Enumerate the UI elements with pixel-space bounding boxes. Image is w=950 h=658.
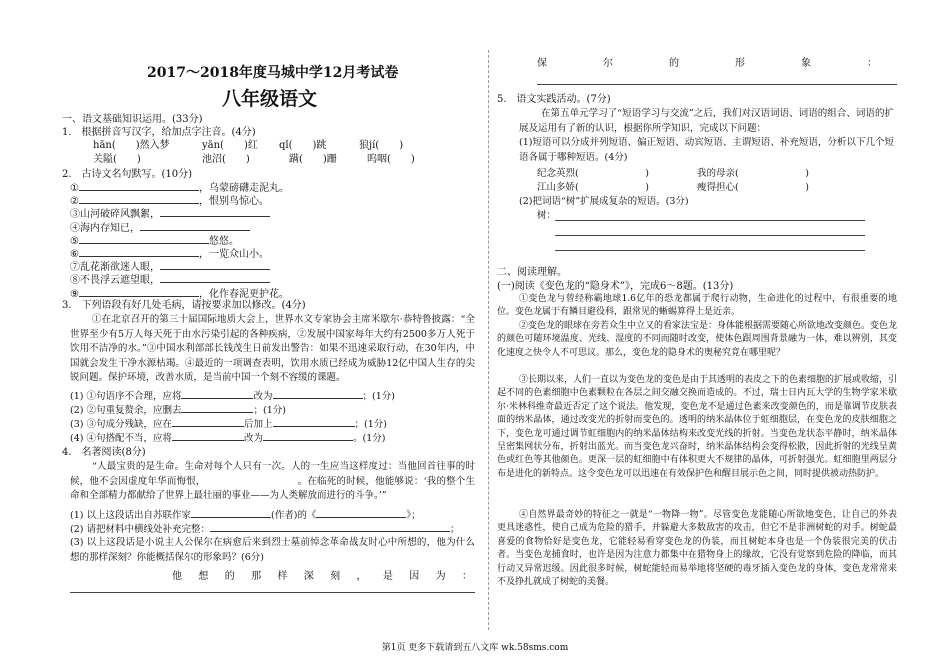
q1-item: 关隘( ) xyxy=(93,154,141,165)
q3-fix-points: ；(1分) xyxy=(362,391,395,402)
spread-char: 想 xyxy=(198,571,209,582)
phrase-item: 我的母亲( ) xyxy=(697,168,809,179)
poem-line-number: ① xyxy=(70,183,79,194)
poem-line-number: ③ xyxy=(70,209,80,221)
poem-line-given: ，一览众山小。 xyxy=(198,249,269,260)
poem-line xyxy=(70,247,269,261)
poem-line-number: ⑦ xyxy=(70,262,80,274)
q2-heading: 2. 古诗文名句默写。(10分) xyxy=(62,169,193,180)
q4-sub2 xyxy=(70,522,460,536)
poem-line-given: ，恨别鸟惊心。 xyxy=(198,196,269,208)
q3-fix xyxy=(70,403,286,417)
spread-char: 是 xyxy=(382,571,393,582)
q1-item: 狼jí( ) xyxy=(359,140,404,151)
q4-sub2-end: ； xyxy=(449,524,460,535)
subject-title: 八年级语文 xyxy=(222,88,318,110)
answer-line xyxy=(70,592,475,593)
q3-fix-mid: 改为 xyxy=(243,433,263,444)
q4-sub1-mid: (作者)的《 xyxy=(270,510,317,521)
q4-heading: 4. 名著阅读(8分) xyxy=(62,447,146,458)
tree-label: 树： xyxy=(537,210,557,221)
q3-fix-text: (3) ③句成分残缺，应在 xyxy=(70,419,172,430)
spread-char: 象 xyxy=(801,58,811,69)
q4-sub1-text: (1) 以上这段话出自苏联作家 xyxy=(70,510,191,521)
q3-fix-points: ；(1分) xyxy=(253,405,286,416)
spread-char: 的 xyxy=(224,571,235,582)
answer-line xyxy=(537,84,897,85)
poem-line xyxy=(70,260,270,274)
reading-paragraph: ③长期以来，人们一直以为变色龙的变色是由于其透明的表皮之下的色素细胞的扩展或收缩，引起不同的色素细胞中色素颗粒在各层之间交融交换而造成的。不过，瑞士日内瓦大学的生物学家米歇尔·米林科维奇最近否定了这个说法。他发现，变色龙不是通过色素来改变颜色的，而是靠调节皮肤表面的纳米晶体，通过改变光的折射而变色的。透明的纳米晶体位于虹细胞层，在变色龙的皮肤细胞之下，变色龙可通过调节虹细胞内的纳米晶体结构来改变光线的折射。当变色龙状态平静时，纳米晶体呈密集网状分布，折射出蓝光。而当变色龙兴奋时，纳米晶体结构会变得松散，因此折射的光线呈黄色或红色等其他颜色。更深一层的虹细胞中有体积更大不规律的晶体，可折射强光。虹细胞里两层分布是进化的新特点。这令变色龙可以迅速在有效保护色和醒目展示色之间，同时提供被动热防护。 xyxy=(497,375,898,479)
poem-line-number: ⑧ xyxy=(70,275,80,287)
q3-fix-mid: 改为 xyxy=(253,391,273,402)
fill-blank[interactable] xyxy=(160,207,270,217)
q5-sub1: (1)短语可以分成并列短语、偏正短语、动宾短语、主谓短语、补充短语，分析以下几个短语各属于哪种短语。(4分) xyxy=(519,137,894,163)
fill-blank[interactable] xyxy=(140,221,250,231)
spread-char: ： xyxy=(867,58,877,69)
spread-char: 为 xyxy=(435,571,446,582)
poem-line-number: ⑨ xyxy=(70,288,79,300)
fill-blank[interactable] xyxy=(79,194,199,204)
q3-fix-mid: 后加上 xyxy=(243,419,273,430)
spread-char: 因 xyxy=(409,571,420,582)
q1-item: 呜咽( ) xyxy=(367,154,415,165)
spread-char: 样 xyxy=(277,571,288,582)
poem-line-given: ，化作春泥更护花。 xyxy=(198,288,289,300)
poem-line xyxy=(70,273,270,287)
answer-line xyxy=(555,235,865,236)
spread-char: 他 xyxy=(172,571,182,582)
q1-item: yān( )红 xyxy=(202,140,258,151)
q4-sub3: (3) 以上这段话是小说主人公保尔在病愈后来到烈士墓前悼念革命战友时心中所想的，他为什么想的那样深刻？你能概括保尔的形象吗？(6分) xyxy=(70,537,475,563)
phrase-item: 纪念英烈( ) xyxy=(537,168,649,179)
q4-answer-continued xyxy=(537,54,877,69)
q4-sub1 xyxy=(70,508,421,522)
q1-heading: 1. 根据拼音写汉字，给加点字注音。(4分) xyxy=(62,127,256,138)
spread-char: 刻 xyxy=(330,571,341,582)
phrase-item: 瘦得担心( ) xyxy=(697,182,809,193)
spread-char: ， xyxy=(356,571,367,582)
q3-fix-points: 。(1分) xyxy=(353,433,386,444)
q5-intro: 在第五单元学习了“短语学习与交流”之后，我们对汉语词语、词语的组合、词语的扩展及运用有了新的认识，根据你所学知识，完成以下问题： xyxy=(519,108,894,134)
q3-fix xyxy=(70,431,385,445)
phrase-item: 江山多娇( ) xyxy=(537,182,649,193)
q4-sub1-end: 》； xyxy=(406,510,421,521)
exam-title: 2017～2018年度马城中学12月考试卷 xyxy=(147,65,399,81)
poem-line-given: 乱花渐欲迷人眼， xyxy=(80,262,160,274)
poem-line-given: 悠悠。 xyxy=(208,235,239,247)
q1-item: 池沼( ) xyxy=(202,154,250,165)
poem-line xyxy=(70,181,289,195)
q3-fix-text: (4) ④句搭配不当，应将 xyxy=(70,433,172,444)
q3-fix xyxy=(70,417,387,431)
poem-line xyxy=(70,234,239,248)
q3-heading: 3. 下列语段有好几处毛病，请按要求加以修改。(4分) xyxy=(62,300,306,311)
q5-sub2: (2)把词语“树”扩展成复杂的短语。(3分) xyxy=(519,196,689,207)
reading-heading: (一)阅读《变色龙的“隐身术”》，完成6～8题。(13分) xyxy=(497,281,734,292)
fill-blank[interactable] xyxy=(79,181,199,191)
fill-blank[interactable] xyxy=(160,273,270,283)
poem-line-given: 不畏浮云遮望眼， xyxy=(80,275,160,287)
answer-line xyxy=(555,220,865,221)
poem-line xyxy=(70,207,270,221)
q3-fix-points: ；(1分) xyxy=(354,419,387,430)
answer-line xyxy=(555,250,865,251)
fill-blank[interactable] xyxy=(160,260,270,270)
poem-line-number: ④ xyxy=(70,222,80,234)
spread-char: 保 xyxy=(537,58,547,69)
spread-char: ： xyxy=(461,571,472,582)
poem-line-number: ② xyxy=(70,196,79,208)
poem-line-given: ，乌蒙磅礴走泥丸。 xyxy=(198,183,289,194)
q3-fix xyxy=(70,389,395,403)
section-1-heading: 一、语文基础知识运用。(33分) xyxy=(62,114,203,125)
poem-line-given: 山河破碎风飘絮， xyxy=(80,209,160,221)
q3-passage: ①在北京召开的第三十届国际地质大会上，世界水文专家协会主席米歇尔·恭特鲁披露：“全世界至少有5万人每天死于由水污染引起的各种疾病，②发展中国家每年大约有2500多万人死于饮用不洁净的水。”③中国水利部部长钱茂生日前发出警告：如果不迅速采取行动，在30年内，中国就会发生干净水源枯竭。④最近的一项调查表明，饮用水质已经成为威胁12亿中国人生存的尖锐问题。保护环境，改善水质，是当前中国一个刻不容缓的课题。 xyxy=(70,314,475,383)
q4-answer-lead xyxy=(172,567,472,582)
fill-blank[interactable] xyxy=(79,247,199,257)
spread-char: 深 xyxy=(303,571,314,582)
spread-char: 形 xyxy=(735,58,745,69)
reading-paragraph: ④自然界最奇妙的特征之一就是“一物降一物”。尽管变色龙能随心所欲地变色，让自己的外表更具迷惑性，使自己成为危险的猎手，并躲避大多数敌害的攻击，但它不是非洲树蛇的对手。树蛇最喜爱的食物恰好是变色龙，它能轻易看穿变色龙的伪装，而且树蛇本身也是一个伪装很完美的伏击者。当变色龙捕食时，也许是因为注意力都集中在猎物身上的缘故，它没有觉察到危险的降临，而其行动又异常迟缓。因此很多时候，树蛇能轻而易举地将坚硬的毒牙插入变色龙的身体，变色龙常常来不及挣扎就成了树蛇的美餐。 xyxy=(497,510,897,588)
poem-line-given: 海内存知已， xyxy=(80,222,140,234)
fill-blank[interactable] xyxy=(79,234,209,244)
q1-item: hān( )然入梦 xyxy=(93,140,170,151)
poem-line-number: ⑤ xyxy=(70,235,79,247)
q3-fix-text: (1) ①句语序不合理，应将 xyxy=(70,391,182,402)
section-2-heading: 二、阅读理解。 xyxy=(497,267,567,278)
q4-quote: “人最宝贵的是生命。生命对每个人只有一次。人的一生应当这样度过：当他回首往事的时候，他不会因虚度年华而悔恨， 。在临死的时候，他能够说：‘我的整个生命和全部精力都献给了世界上最壮丽的事业——为人类解放而进行的斗争。’” xyxy=(70,461,475,501)
q3-fix-text: (2) ②句重复赘余，应删去 xyxy=(70,405,182,416)
page-footer: 第1页 更多下载请到五八文库 wk.58sms.com xyxy=(381,643,569,653)
poem-line-number: ⑥ xyxy=(70,249,79,260)
fill-blank[interactable] xyxy=(79,287,199,297)
poem-line xyxy=(70,194,269,208)
reading-paragraph: ①变色龙与曾经称霸地球1.6亿年的恐龙都属于爬行动物，生命进化的过程中，有很重要的地位。变色龙属于有鳞目避役科，跟常见的蜥蜴算得上是近亲。 xyxy=(497,294,897,318)
column-divider xyxy=(488,50,489,630)
q5-heading: 5. 语文实践活动。(7分) xyxy=(497,94,611,105)
spread-char: 那 xyxy=(251,571,262,582)
q4-sub2-text: (2) 请把材料中横线处补充完整： xyxy=(70,524,210,535)
spread-char: 尔 xyxy=(603,58,613,69)
poem-line xyxy=(70,221,250,235)
q1-item: qǐ( )跳 xyxy=(279,140,327,151)
reading-paragraph: ②变色龙的眼球在旁若众生中立又的看家法宝是：身体能根据需要随心所欲地改变颜色。变色龙的颜色可随环境温度、光线、湿度的不同而随时改变，使体色跟周围背景融为一体，难以辨别，其变化速度之快令人不可思议。那么，变色龙的隐身术的奥秘究竟在哪里呢？ xyxy=(497,321,898,358)
q1-item: 蹒( )跚 xyxy=(289,154,337,165)
spread-char: 的 xyxy=(669,58,679,69)
